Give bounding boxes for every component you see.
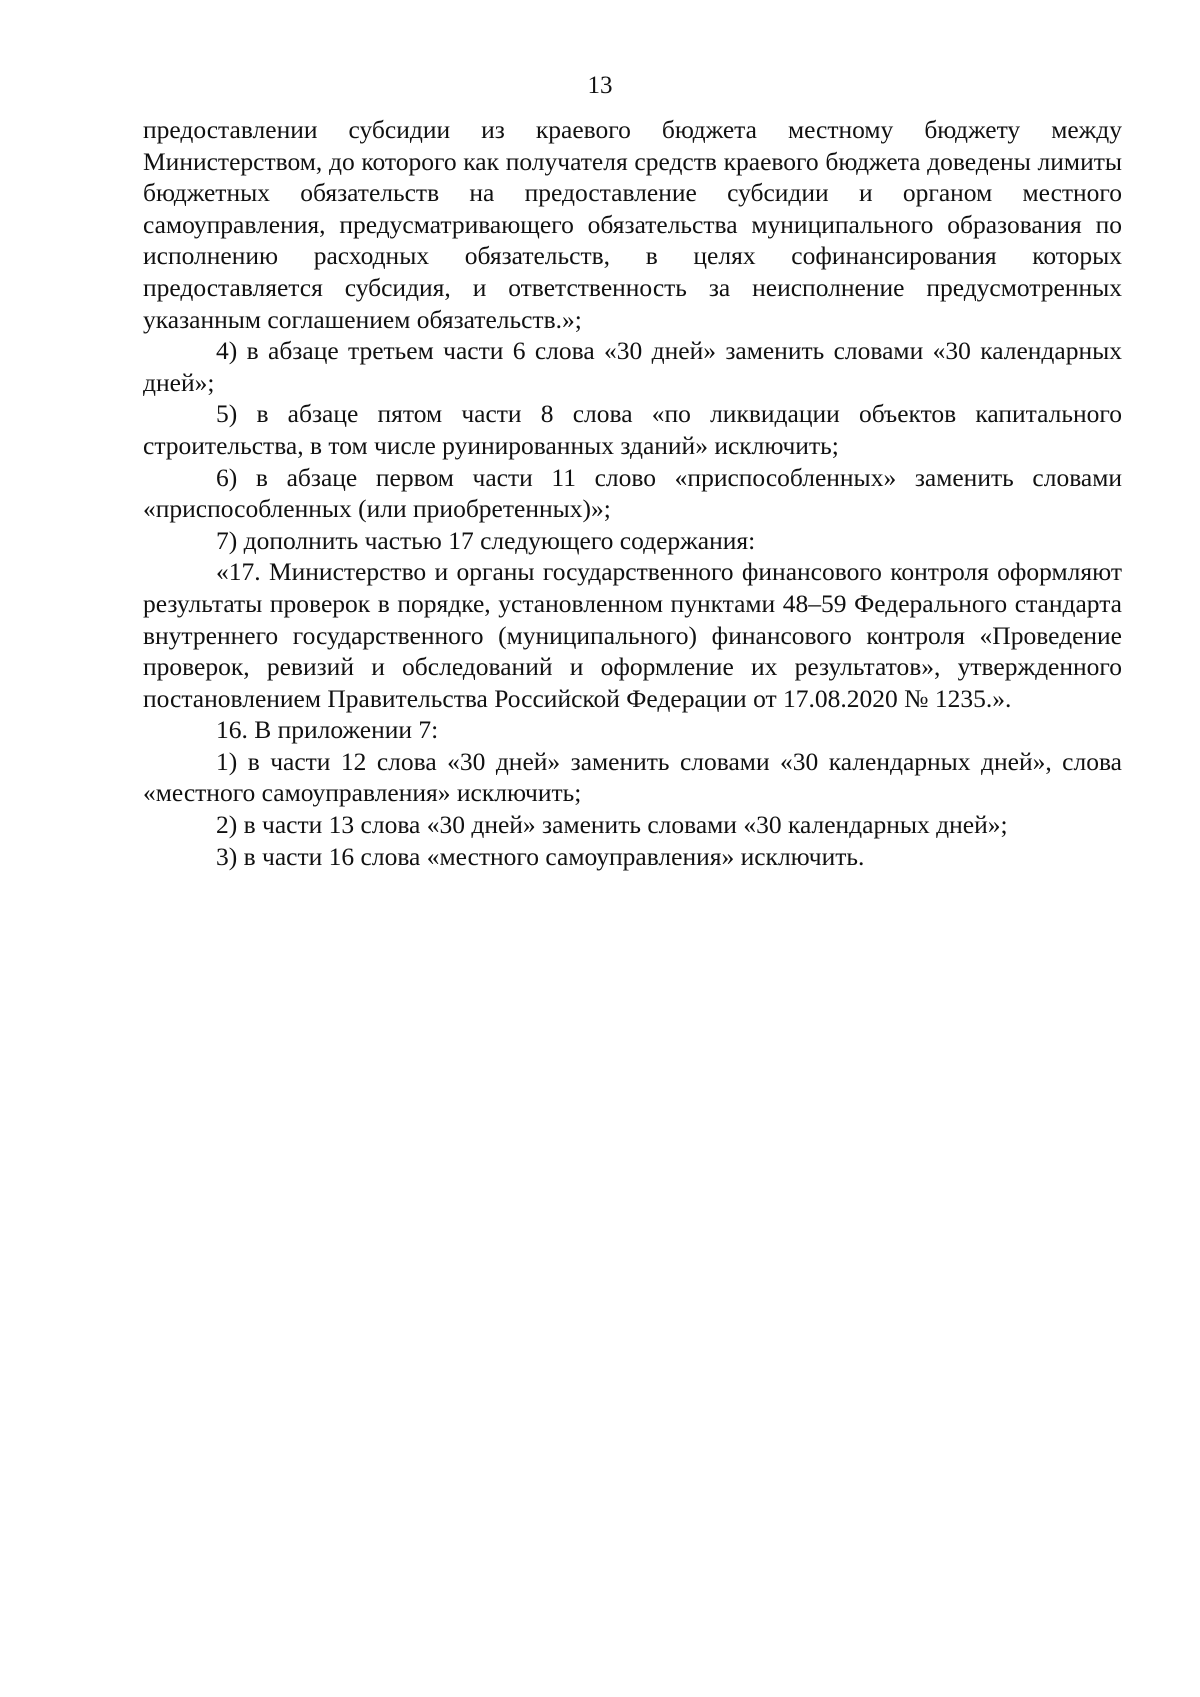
document-body: [143, 114, 1122, 872]
paragraph-subitem-3: 3) в части 16 слова «местного самоуправления» исключить.: [216, 841, 865, 871]
paragraph-quoted-part-17: «17. Министерство и органы государственного финансового контроля оформляют результаты проверок в порядке, установленном пунктами 48–59 Федерального стандарта внутреннего государственного (муниципального) финансового контроля «Проведение проверок, ревизий и обследований и оформление их результатов», утвержденного постановлением Правительства Российской Федерации от 17.08.2020 № 1235.».: [143, 557, 1122, 713]
paragraph-subitem-1: 1) в части 12 слова «30 дней» заменить словами «30 календарных дней», слова «местного самоуправления» исключить;: [143, 746, 1122, 808]
paragraph-continuation: предоставлении субсидии из краевого бюджета местному бюджету между Министерством, до которого как получателя средств краевого бюджета доведены лимиты бюджетных обязательств на предоставление субсидии и органом местного самоуправления, предусматривающего обязательства муниципального образования по исполнению расходных обязательств, в целях софинансирования которых предоставляется субсидия, и ответственность за неисполнение предусмотренных указанным соглашением обязательств.»;: [143, 115, 1122, 334]
paragraph-item-5: 5) в абзаце пятом части 8 слова «по ликвидации объектов капитального строительства, в том числе руинированных зданий» исключить;: [143, 399, 1122, 460]
page-number: 13: [587, 72, 613, 99]
paragraph-item-6: 6) в абзаце первом части 11 слово «приспособленных» заменить словами «приспособленных (или приобретенных)»;: [143, 462, 1122, 524]
paragraph-item-4: 4) в абзаце третьем части 6 слова «30 дней» заменить словами «30 календарных дней»;: [143, 336, 1122, 397]
paragraph-subitem-2: 2) в части 13 слова «30 дней» заменить словами «30 календарных дней»;: [216, 810, 1008, 840]
paragraph-item-7: 7) дополнить частью 17 следующего содержания:: [216, 525, 756, 555]
paragraph-section-16: 16. В приложении 7:: [216, 715, 439, 745]
